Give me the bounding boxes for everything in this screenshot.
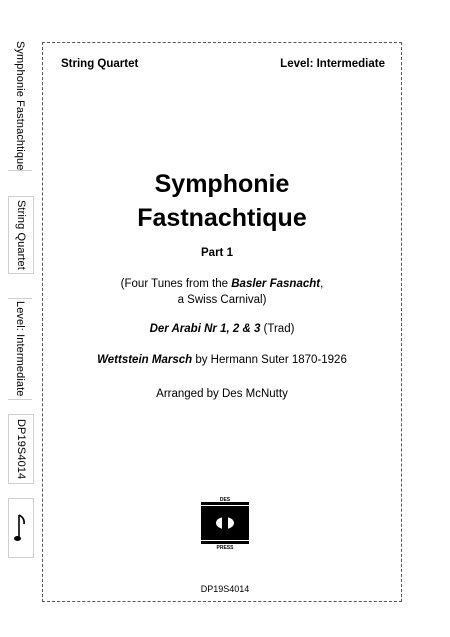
description [43,276,401,308]
desc-bold: Basler Fasnacht [231,278,321,290]
title-line-2: Fastnachtique [137,204,307,232]
desc-open: (Four Tunes from the [120,278,232,290]
part-label: Part 1 [201,247,233,259]
spine-ensemble-cell [8,196,34,274]
spine-code: DP19S4014 [15,418,27,480]
tune-2-rest: by Hermann Suter 1870-1926 [192,354,347,366]
spine-code-cell [8,414,34,484]
level-label: Level: Intermediate [280,58,385,70]
des-press-logo-icon [201,496,249,550]
desc-line-2: a Swiss Carnival) [177,294,267,306]
arranger: Arranged by Des McNutty [156,388,288,400]
eighth-note-icon [14,512,28,544]
spine-title-cell [8,42,32,171]
logo-bottom-text: PRESS [216,545,234,550]
cover-page [42,42,402,602]
desc-close: , [320,278,324,290]
spine-level-cell [8,298,32,400]
logo-top-text: DES [219,497,231,503]
spine-note-cell [8,498,34,558]
tune-2 [43,354,401,366]
tune-2-title: Wettstein Marsch [97,354,193,366]
tune-1 [43,323,401,335]
footer-code: DP19S4014 [200,584,250,594]
spine-title: Symphonie Fastnachtique [14,41,26,171]
spine [8,42,32,602]
ensemble-label: String Quartet [61,58,139,70]
tune-1-rest: (Trad) [260,323,295,335]
title-line-1: Symphonie [154,170,290,198]
spine-ensemble: String Quartet [15,200,27,270]
tune-1-title: Der Arabi Nr 1, 2 & 3 [149,323,261,335]
spine-level: Level: Intermediate [14,301,26,397]
page-title [43,167,401,235]
